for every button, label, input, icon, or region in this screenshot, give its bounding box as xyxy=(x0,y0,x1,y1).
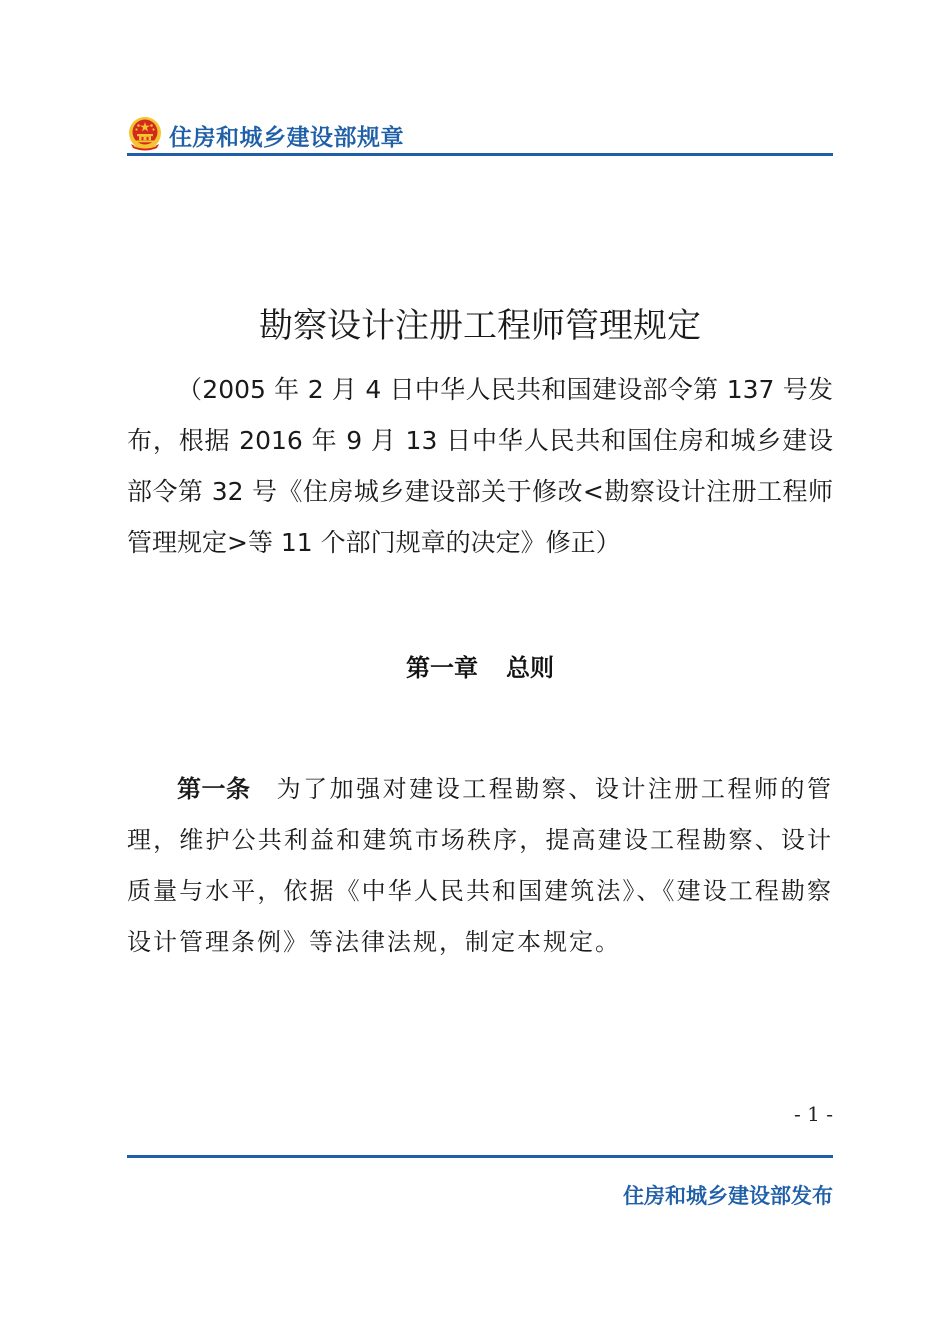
article-label: 第一条 xyxy=(177,775,251,803)
footer-publisher: 住房和城乡建设部发布 xyxy=(623,1184,833,1208)
document-subtitle: （2005 年 2 月 4 日中华人民共和国建设部令第 137 号发布，根据 2016 年 9 月 13 日中华人民共和国住房和城乡建设部令第 32 号《住房城乡建设部关于修改<勘察设计注册工程师管理规定>等 11 个部门规章的决定》修正） xyxy=(127,375,833,557)
page-header xyxy=(127,114,833,156)
document-title: 勘察设计注册工程师管理规定 xyxy=(259,306,701,346)
footer-divider xyxy=(127,1155,833,1158)
chapter-heading xyxy=(127,648,833,683)
page-number: - 1 - xyxy=(794,1102,833,1126)
header-divider xyxy=(127,153,833,156)
national-emblem-icon xyxy=(127,116,163,152)
article-paragraph xyxy=(127,764,833,968)
chapter-name: 总则 xyxy=(506,654,554,682)
header-title: 住房和城乡建设部规章 xyxy=(169,125,404,151)
article-text: 为了加强对建设工程勘察、设计注册工程师的管理，维护公共利益和建筑市场秩序，提高建设工程勘察、设计质量与水平，依据《中华人民共和国建筑法》、《建设工程勘察设计管理条例》等法律法规，制定本规定。 xyxy=(127,775,834,956)
chapter-number: 第一章 xyxy=(406,654,478,682)
